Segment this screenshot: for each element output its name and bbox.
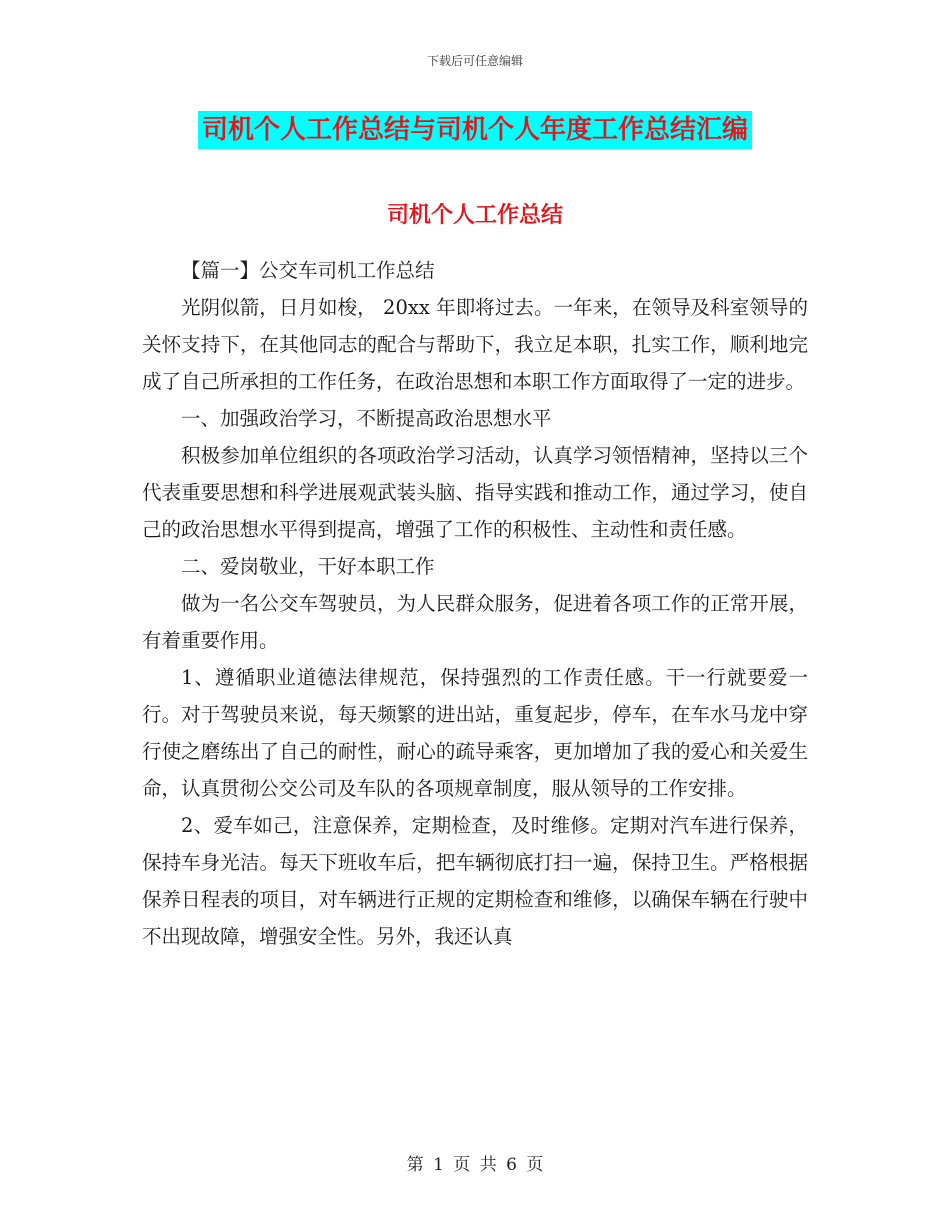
document-body (142, 252, 808, 955)
paragraph: 2、爱车如己，注意保养，定期检查，及时维修。定期对汽车进行保养，保持车身光洁。每天下班收车后，把车辆彻底打扫一遍，保持卫生。严格根据保养日程表的项目，对车辆进行正规的定期检查和维修，以确保车辆在行驶中不出现故障，增强安全性。另外，我还认真 (142, 814, 808, 948)
section-title: 司机个人工作总结 (386, 203, 563, 228)
paragraph: 积极参加单位组织的各项政治学习活动，认真学习领悟精神，坚持以三个代表重要思想和科学进展观武装头脑、指导实践和推动工作，通过学习，使自己的政治思想水平得到提高，增强了工作的积极性、主动性和责任感。 (142, 444, 808, 541)
paragraph: 1、遵循职业道德法律规范，保持强烈的工作责任感。干一行就要爱一行。对于驾驶员来说，每天频繁的进出站，重复起步，停车，在车水马龙中穿行使之磨练出了自己的耐性，耐心的疏导乘客，更加增加了我的爱心和关爱生命，认真贯彻公交公司及车队的各项规章制度，服从领导的工作安排。 (142, 666, 808, 800)
paragraph-subheading: 一、加强政治学习，不断提高政治思想水平 (181, 407, 552, 430)
paragraph-heading-part-one: 【篇一】公交车司机工作总结 (181, 259, 435, 282)
page-number-footer: 第 1 页 共 6 页 (406, 1155, 544, 1175)
document-main-title: 司机个人工作总结与司机个人年度工作总结汇编 (198, 111, 752, 149)
paragraph: 光阴似箭，日月如梭， 20xx 年即将过去。一年来，在领导及科室领导的关怀支持下，在其他同志的配合与帮助下，我立足本职，扎实工作，顺利地完成了自己所承担的工作任务，在政治思想和本职工作方面取得了一定的进步。 (142, 296, 808, 393)
paragraph: 做为一名公交车驾驶员，为人民群众服务，促进着各项工作的正常开展，有着重要作用。 (142, 592, 808, 652)
paragraph-subheading: 二、爱岗敬业，干好本职工作 (181, 555, 435, 578)
main-title-wrap (0, 111, 950, 149)
page-header-note: 下载后可任意编辑 (426, 54, 523, 68)
